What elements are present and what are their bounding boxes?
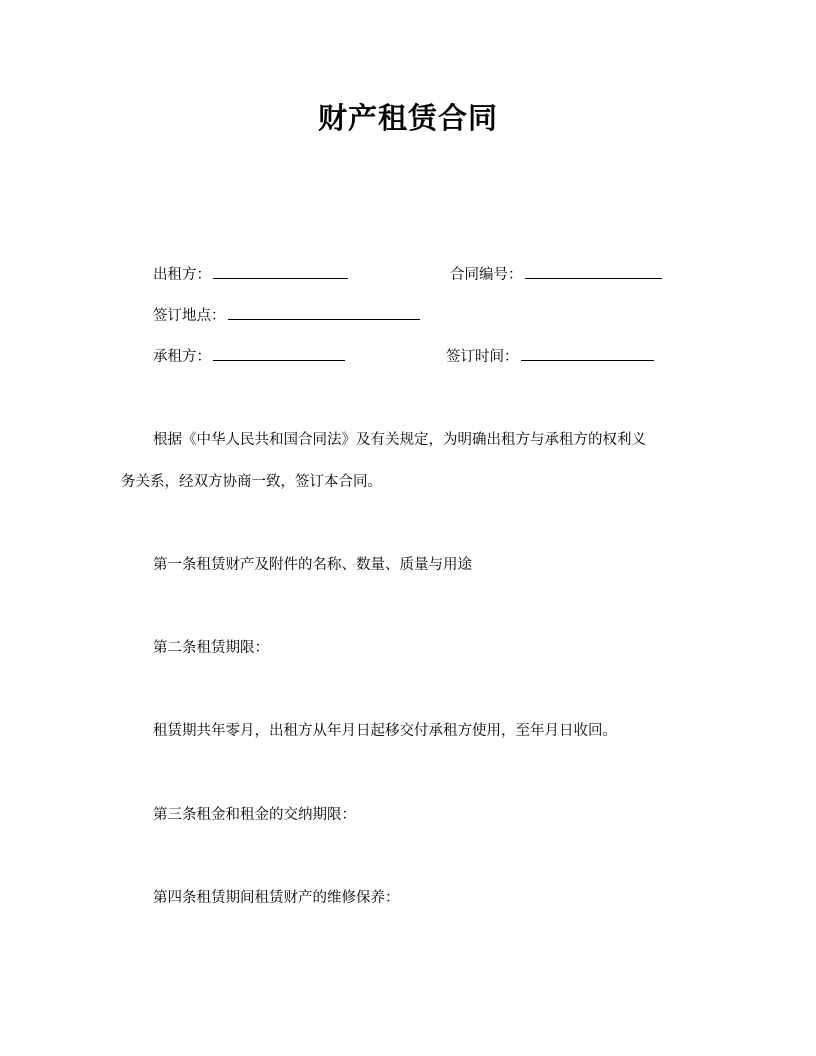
article-2-heading: 第二条租赁期限： — [153, 640, 269, 656]
document-title: 财产租赁合同 — [317, 101, 498, 135]
sign-time-field — [446, 346, 654, 367]
article-4-heading: 第四条租赁期间租赁财产的维修保养： — [153, 890, 400, 906]
sign-place-label: 签订地点： — [153, 308, 226, 324]
article-3-heading: 第三条租金和租金的交纳期限： — [153, 807, 356, 823]
article-2-body: 租赁期共年零月，出租方从年月日起移交付承租方使用，至年月日收回。 — [153, 723, 617, 739]
contract-number-field — [450, 264, 662, 285]
lessor-field — [153, 264, 348, 285]
sign-place-field — [153, 305, 420, 326]
sign-time-label: 签订时间： — [446, 349, 519, 365]
preamble-line-1: 根据《中华人民共和国合同法》及有关规定，为明确出租方与承租方的权利义 — [153, 432, 646, 448]
article-1-heading: 第一条租赁财产及附件的名称、数量、质量与用途 — [153, 557, 472, 573]
lessee-field — [153, 346, 345, 367]
lessee-label: 承租方： — [153, 349, 211, 365]
lessor-label: 出租方： — [153, 267, 211, 283]
contract-number-label: 合同编号： — [450, 267, 523, 283]
sign-time-blank — [521, 346, 654, 361]
lessee-blank — [213, 346, 345, 361]
sign-place-blank — [228, 305, 420, 320]
preamble-line-2: 务关系，经双方协商一致，签订本合同。 — [121, 474, 382, 490]
lessor-blank — [213, 264, 348, 279]
contract-number-blank — [525, 264, 662, 279]
